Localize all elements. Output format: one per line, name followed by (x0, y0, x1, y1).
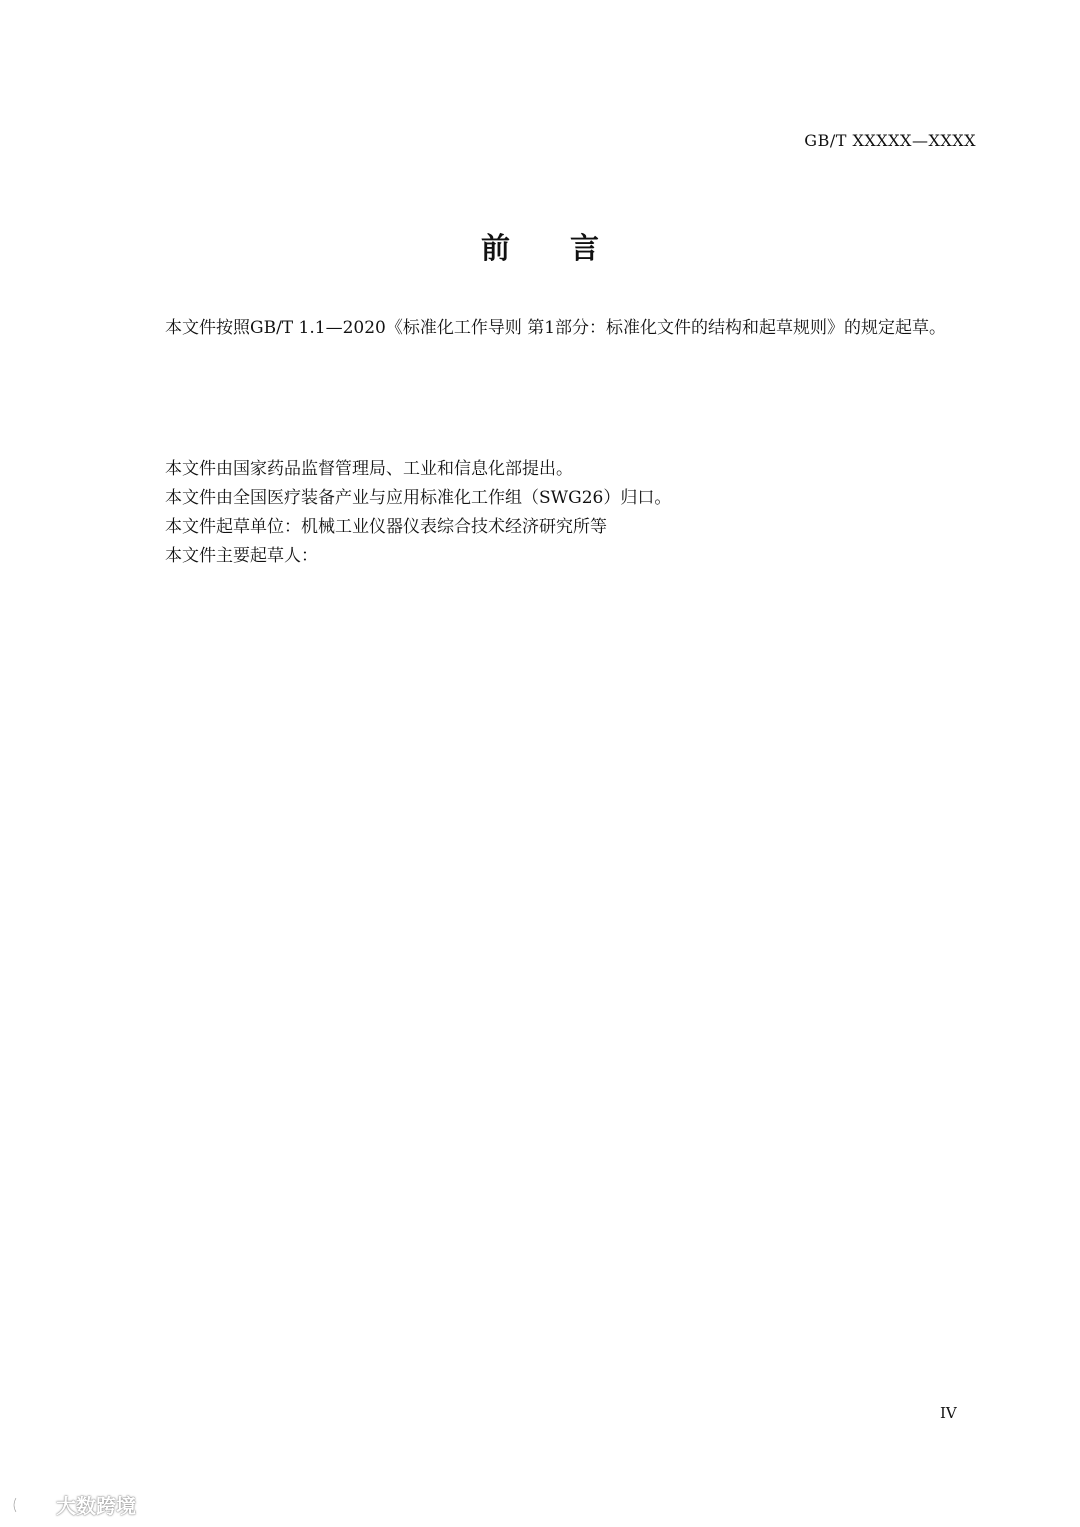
foreword-paragraph: 本文件按照GB/T 1.1—2020《标准化工作导则 第1部分：标准化文件的结构和起草规则》的规定起草。 (165, 318, 947, 338)
page-title (0, 226, 1080, 267)
statement-centralized: 本文件由全国医疗装备产业与应用标准化工作组（SWG26）归口。 (165, 488, 672, 508)
foreword-statements (128, 455, 978, 571)
document-code: GB/T XXXXX—XXXX (804, 131, 976, 150)
statement-drafters: 本文件主要起草人： (165, 546, 318, 566)
watermark-logo-icon (10, 1494, 50, 1516)
statement-proposer: 本文件由国家药品监督管理局、工业和信息化部提出。 (165, 459, 573, 479)
title-char-1: 前 (480, 231, 510, 265)
watermark (10, 1490, 136, 1519)
title-char-2: 言 (570, 231, 600, 265)
statement-drafting-unit: 本文件起草单位：机械工业仪器仪表综合技术经济研究所等 (165, 517, 607, 537)
page-number: IV (940, 1404, 957, 1422)
watermark-text: 大数跨境 (56, 1494, 136, 1518)
